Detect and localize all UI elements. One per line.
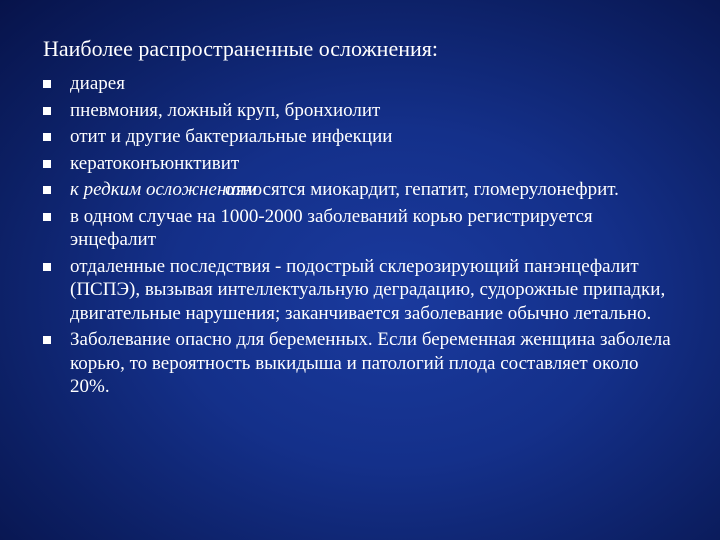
list-item — [40, 205, 680, 252]
square-bullet-icon — [43, 263, 51, 271]
list-item — [40, 152, 680, 176]
square-bullet-icon — [43, 160, 51, 168]
list-item-text: отдаленные последствия - подострый склерозирующий панэнцефалит (ПСПЭ), вызывая интеллектуальную деградацию, судорожные припадки, двигательные нарушения; заканчивается заболевание обычно летально. — [70, 255, 666, 324]
square-bullet-icon — [43, 336, 51, 344]
list-item-text: отит и другие бактериальные инфекции — [70, 126, 393, 147]
slide-title: Наиболее распространенные осложнения: — [43, 36, 438, 61]
list-item-text: Заболевание опасно для беременных. Если беременная женщина заболела корью, то вероятность выкидыша и патологий плода составляет около 20%. — [70, 329, 671, 397]
list-item-text: диарея — [70, 73, 125, 94]
list-item — [40, 178, 680, 202]
list-item-text: в одном случае на 1000-2000 заболеваний корью регистрируется энцефалит — [70, 205, 593, 250]
list-item — [40, 99, 680, 123]
list-item — [40, 255, 680, 326]
bullet-list — [40, 72, 680, 402]
square-bullet-icon — [43, 213, 51, 221]
list-item — [40, 72, 680, 96]
list-item-emphasis: к редким осложнениям — [70, 179, 257, 200]
list-item — [40, 125, 680, 149]
list-item — [40, 328, 680, 399]
square-bullet-icon — [43, 133, 51, 141]
square-bullet-icon — [43, 80, 51, 88]
list-item-text: относятся миокардит, гепатит, гломерулонефрит. — [224, 179, 619, 200]
list-item-text: кератоконъюнктивит — [70, 152, 240, 174]
list-item-text: пневмония, ложный круп, бронхиолит — [70, 99, 381, 121]
square-bullet-icon — [43, 107, 51, 115]
square-bullet-icon — [43, 186, 51, 194]
